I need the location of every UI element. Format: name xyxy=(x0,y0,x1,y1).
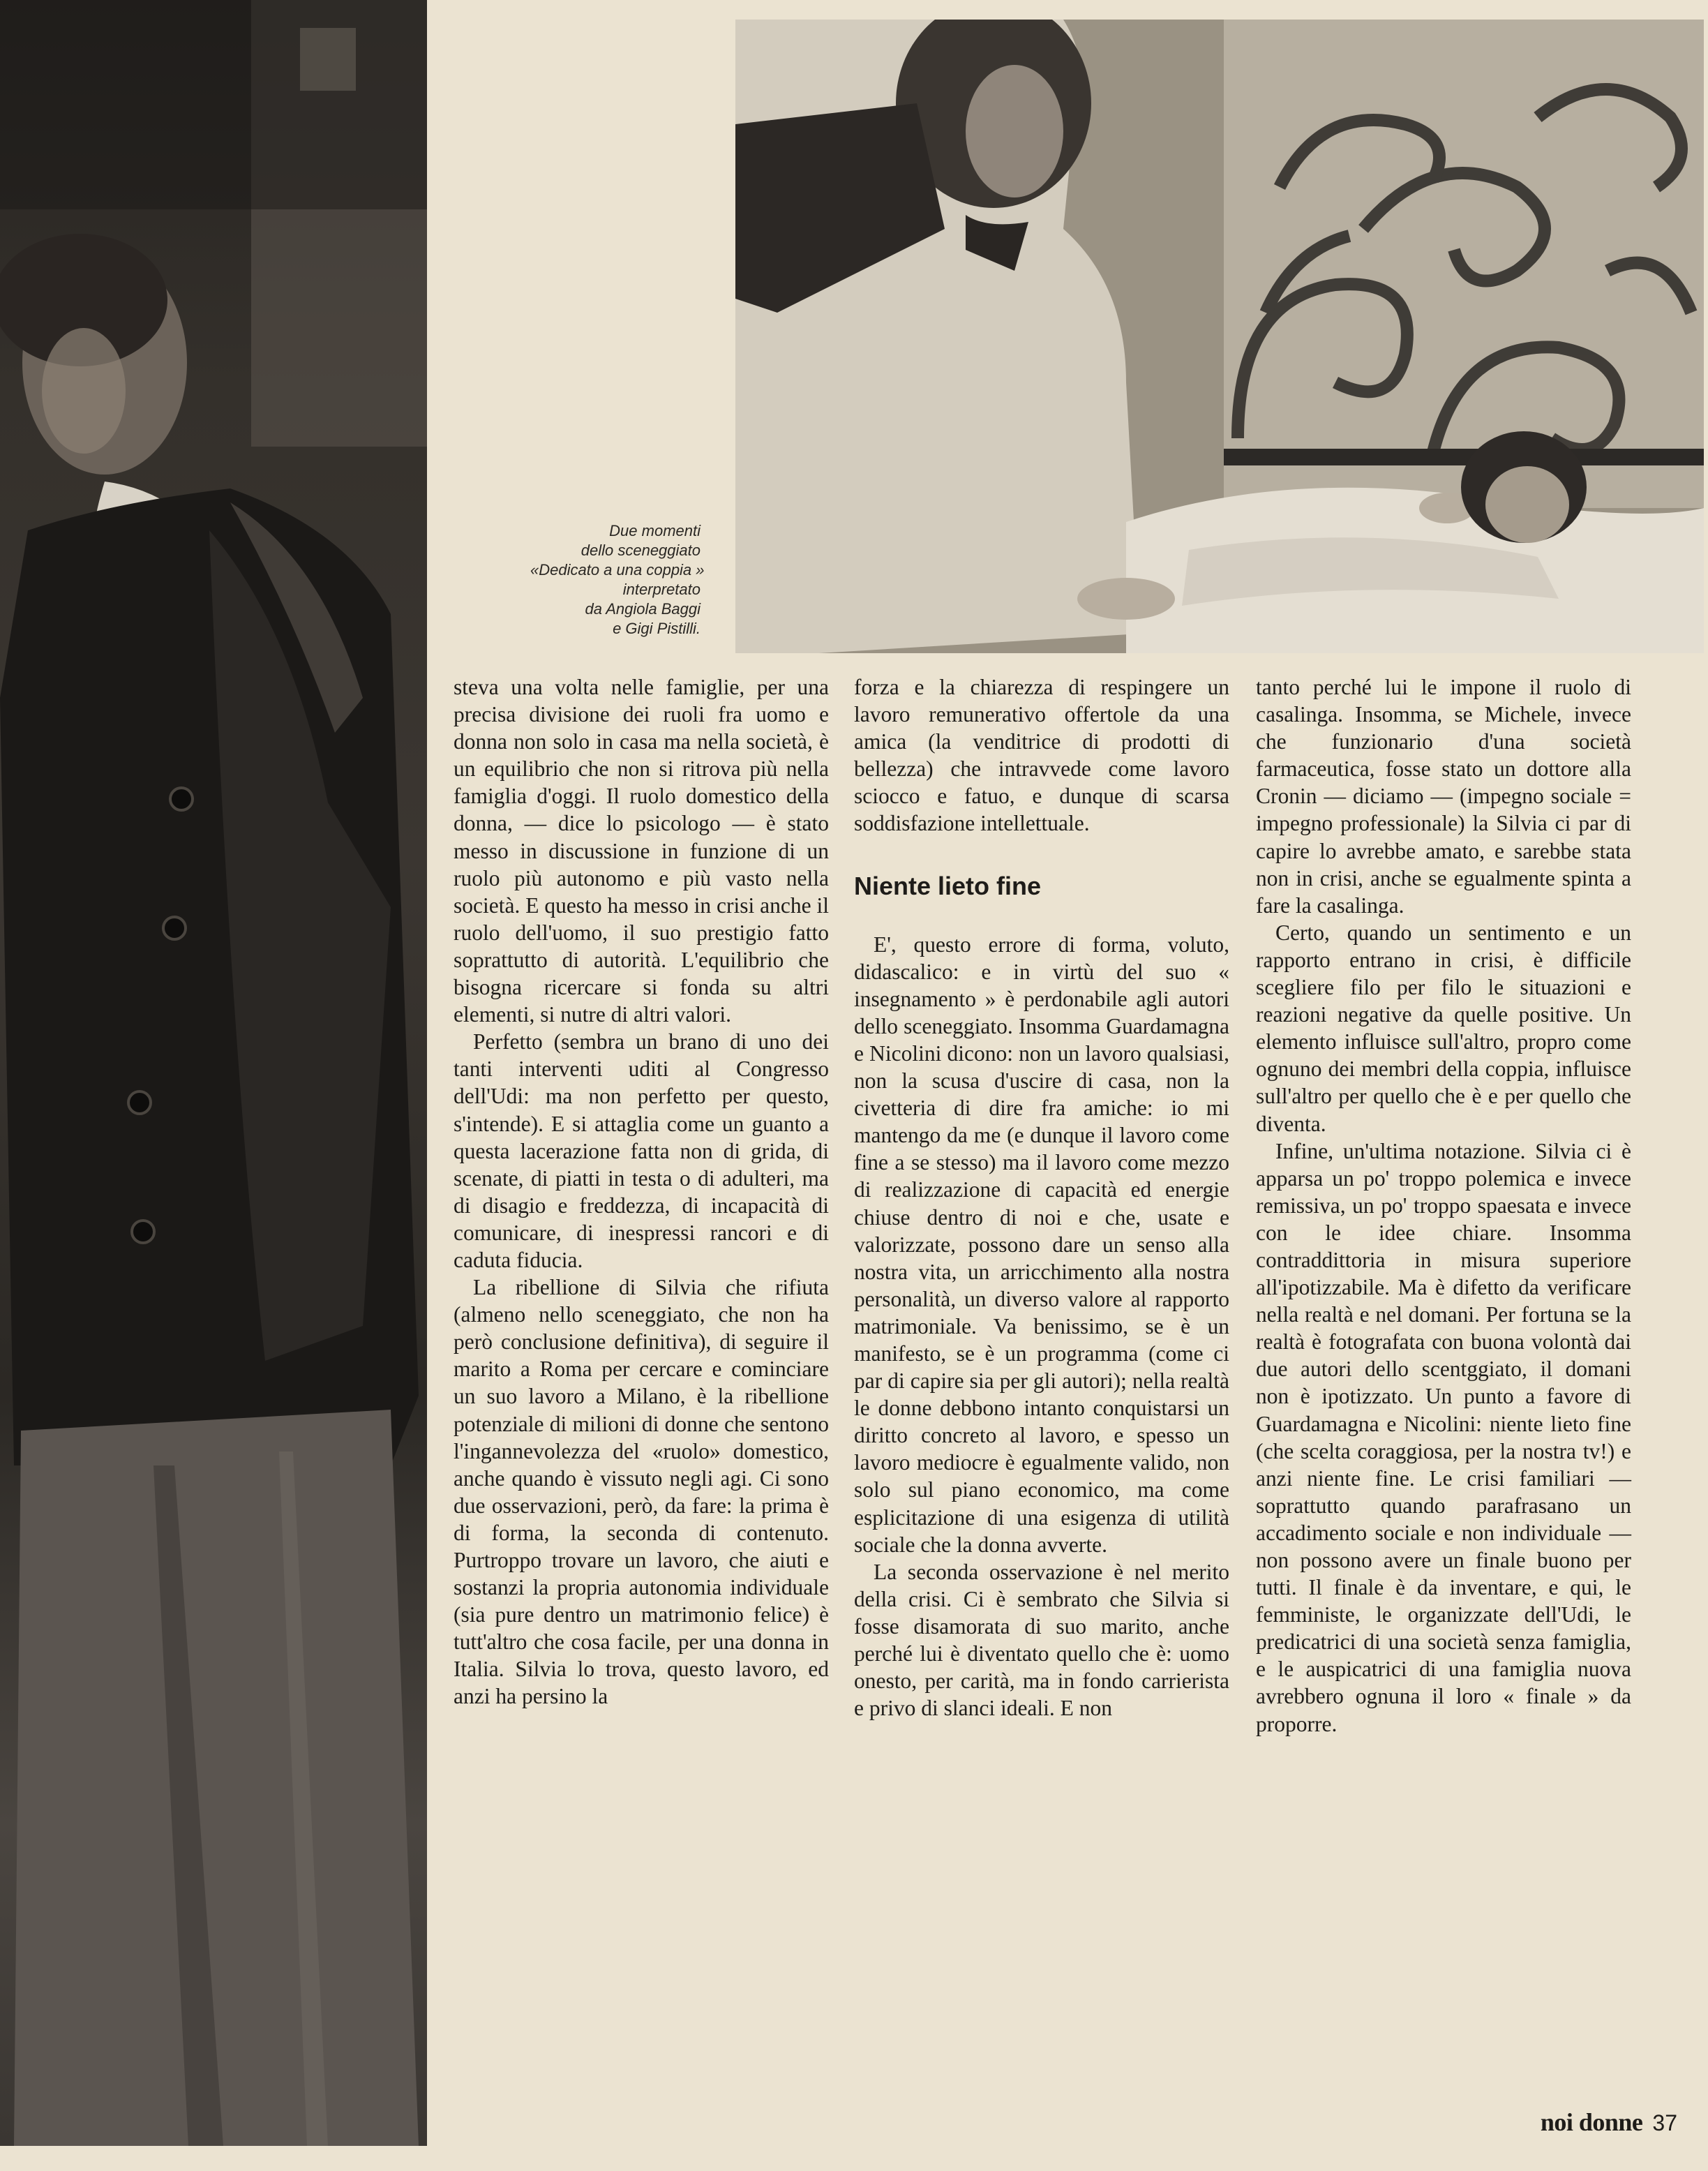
photo-women-bedroom xyxy=(735,20,1704,653)
paragraph: La seconda osservazione è nel merito della crisi. Ci è sembrato che Silvia si fosse disamorata di suo marito, anche perché lui è diventato quello che è: uomo onesto, per carità, ma in fondo carrierista e privo di slanci ideali. E non xyxy=(854,1559,1229,1721)
caption-line: «Dedicato a una coppia » xyxy=(530,561,705,579)
paragraph: tanto perché lui le impone il ruolo di casalinga. Insomma, se Michele, invece che funzionario d'una società farmaceutica, fosse stato un dottore alla Cronin — diciamo — (impegno sociale = impegno professionale) la Silvia ci par di capire lo avrebbe amato, e sarebbe stata non in crisi, anche se egualmente spinta a fare la casalinga. xyxy=(1256,675,1631,918)
article-column-3 xyxy=(1256,673,1631,1738)
photo-caption xyxy=(530,521,705,639)
paragraph: Infine, un'ultima notazione. Silvia ci è apparsa un po' troppo polemica e invece remissiva, un po' troppo spaesata e invece con le idee chiare. Insomma contraddittoria in misura superiore all'ipotizzabile. Ma è difetto da verificare nella realtà e nel domani. Per fortuna se la realtà è fotografata con buona volontà dai due autori dello scentggiato, il domani non è ipotizzato. Un punto a favore di Guardamagna e Nicolini: niente lieto fine (che scelta coraggiosa, per la nostra tv!) e anzi niente fine. Le crisi familiari — soprattutto quando parafrasano un accadimento sociale e non individuale — non possono avere un finale buono per tutti. Il finale è da inventare, e qui, le femministe, le organizzate dell'Udi, le predicatrici di una società senza famiglia, e le auspicatrici di una famiglia nuova avrebbero ognuna il loro « finale » da proporre. xyxy=(1256,1138,1631,1736)
paragraph: Perfetto (sembra un brano di uno dei tanti interventi uditi al Congresso dell'Udi: ma non perfetto per questo, s'intende). E si attaglia come un guanto a questa lacerazione fatta non di grida, di scenate, di piatti in testa o di adulteri, ma di disagio e freddezza, di incapacità di comunicare, di inespressi rancori e di caduta fiducia. xyxy=(454,1029,829,1272)
paragraph: E', questo errore di forma, voluto, didascalico: e in virtù del suo « insegnamento » è perdonabile agli autori dello sceneggiato. Insomma Guardamagna e Nicolini dicono: non un lavoro qualsiasi, non la scusa d'uscire di casa, non la civetteria di dire fra amiche: io mi mantengo da me (e dunque il lavoro come fine a se stesso) ma il lavoro come mezzo di realizzazione di capacità ed energie chiuse dentro di noi e che, usate e valorizzate, possono dare un senso alla nostra vita, un arricchimento alla nostra personalità, un diverso valore al rapporto matrimoniale. Va benissimo, se è un manifesto, se è un programma (come ci par di capire sia per gli autori); nella realtà le donne debbono intanto conquistarsi un diritto concreto al lavoro, e spesso un lavoro mediocre è egualmente valido, non solo sul piano economico, ma come esplicitazione di una esigenza di utilità sociale che la donna avverte. xyxy=(854,932,1229,1557)
paragraph: steva una volta nelle famiglie, per una precisa divisione dei ruoli fra uomo e donna non solo in casa ma nella società, è un equilibrio che non si ritrova più nella famiglia d'oggi. Il ruolo domestico della donna, — dice lo psicologo — è stato messo in discussione in funzione di un ruolo più autonomo e più vasto nella società. E questo ha messo in crisi anche il ruolo dell'uomo, il suo prestigio fatto soprattutto di autorità. L'equilibrio che bisogna ricercare si fonda su altri elementi, si nutre di altri valori. xyxy=(454,675,829,1027)
section-heading: Niente lieto fine xyxy=(854,871,1042,900)
caption-line: dello sceneggiato xyxy=(580,542,701,559)
photo-man-drawing xyxy=(0,0,427,2146)
article-column-2 xyxy=(854,673,1229,1722)
paragraph: forza e la chiarezza di respingere un lavoro remunerativo offertole da una amica (la venditrice di prodotti di bellezza) che intravvede come lavoro sciocco e fatuo, e dunque di scarsa soddisfazione intellettuale. xyxy=(854,675,1229,836)
caption-line: da Angiola Baggi xyxy=(585,600,701,618)
page-number: 37 xyxy=(1652,2110,1677,2135)
photo-bedroom-drawing xyxy=(735,20,1704,653)
page-footer xyxy=(1541,2107,1677,2137)
photo-man-in-overcoat xyxy=(0,0,427,2146)
article-column-1 xyxy=(454,673,829,1710)
paragraph: La ribellione di Silvia che rifiuta (almeno nello sceneggiato, che non ha però conclusione definitiva), di seguire il marito a Roma per cercare e cominciare un suo lavoro a Milano, è la ribellione potenziale di milioni di donne che sentono l'ingannevolezza del «ruolo» domestico, anche quando è vissuto negli agi. Ci sono due osservazioni, però, da fare: la prima è di forma, la seconda di contenuto. Purtroppo trovare un lavoro, che aiuti e sostanzi la propria autonomia individuale (sia pure dentro un matrimonio felice) è tutt'altro che cosa facile, per una donna in Italia. Silvia lo trova, questo lavoro, ed anzi ha persino la xyxy=(454,1275,829,1709)
caption-line: interpretato xyxy=(622,581,701,598)
caption-line: Due momenti xyxy=(609,522,701,539)
paragraph: Certo, quando un sentimento e un rapporto entrano in crisi, è difficile scegliere filo per filo le situazioni e reazioni negative da quelle positive. Un elemento influisce sull'altro, propro come ognuno dei membri della coppia, influisce sull'altro per quello che è e per quello che diventa. xyxy=(1256,920,1631,1136)
caption-line: e Gigi Pistilli. xyxy=(613,620,701,637)
magazine-name: noi donne xyxy=(1540,2108,1643,2136)
